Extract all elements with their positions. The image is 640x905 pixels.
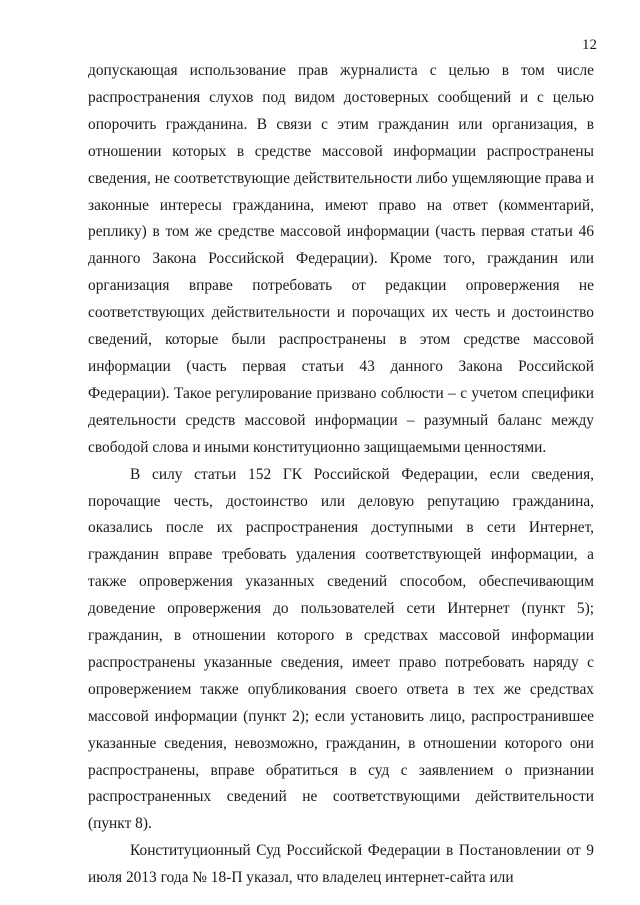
paragraph-constitutional-court: Конституционный Суд Российской Федерации в Постановлении от 9 июля 2013 года № 18-П указал, что владелец интернет-сайта или: [88, 842, 594, 887]
page-number: 12: [582, 37, 597, 53]
paragraph-continuation: допускающая использование прав журналиста с целью в том числе распространения слухов под видом достоверных сообщений и с целью опорочить гражданина. В связи с этим гражданин или организация, в отношении которых в средстве массовой информации распространены сведения, не соответствующие действительности либо ущемляющие права и законные интересы гражданина, имеют право на ответ (комментарий, реплику) в том же средстве массовой информации (часть первая статьи 46 данного Закона Российской Федерации). Кроме того, гражданин или организация вправе потребовать от редакции опровержения не соответствующих действительности и порочащих их честь и достоинство сведений, которые были распространены в этом средстве массовой информации (часть первая статьи 43 данного Закона Российской Федерации). Такое регулирование призвано соблюсти – с учетом специфики деятельности средств массовой информации – разумный баланс между свободой слова и иными конституционно защищаемыми ценностями.: [88, 62, 594, 456]
document-body: [88, 58, 594, 892]
paragraph-article-152: В силу статьи 152 ГК Российской Федерации, если сведения, порочащие честь, достоинство или деловую репутацию гражданина, оказались после их распространения доступными в сети Интернет, гражданин вправе требовать удаления соответствующей информации, а также опровержения указанных сведений способом, обеспечивающим доведение опровержения до пользователей сети Интернет (пункт 5); гражданин, в отношении которого в средствах массовой информации распространены указанные сведения, имеет право потребовать наряду с опровержением также опубликования своего ответа в тех же средствах массовой информации (пункт 2); если установить лицо, распространившее указанные сведения, невозможно, гражданин, в отношении которого они распространены, вправе обратиться в суд с заявлением о признании распространенных сведений не соответствующими действительности (пункт 8).: [88, 465, 594, 833]
